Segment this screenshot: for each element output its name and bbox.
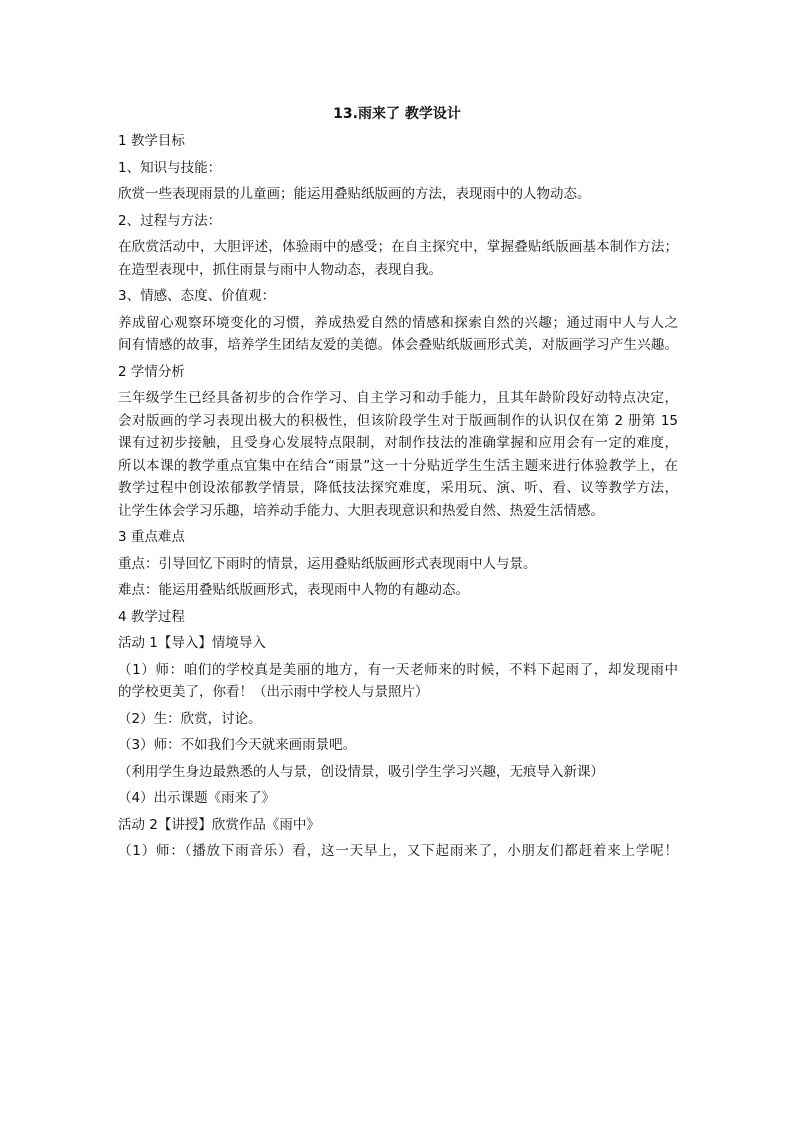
section-heading-learner-analysis: 2 学情分析	[118, 363, 185, 380]
paragraph-line: 欣赏一些表现雨景的儿童画；能运用叠贴纸版画的方法，表现雨中的人物动态。	[118, 186, 591, 202]
paragraph-line: （3）师：不如我们今天就来画雨景吧。	[118, 737, 357, 753]
activity-heading: 活动 1【导入】情境导入	[118, 635, 266, 651]
activity-heading: 活动 2【讲授】欣赏作品《雨中》	[118, 816, 320, 833]
paragraph-line: （利用学生身边最熟悉的人与景，创设情景，吸引学生学习兴趣，无痕导入新课）	[118, 763, 604, 780]
document-title: 13.雨来了 教学设计	[333, 106, 461, 122]
paragraph-line: 间有情感的故事，培养学生团结友爱的美德。体会叠贴纸版画形式美，对版画学习产生兴趣。	[118, 337, 678, 353]
paragraph-line: 所以本课的教学重点宜集中在结合“雨景”这一十分贴近学生生活主题来进行体验教学上，在	[118, 457, 678, 474]
paragraph-line: （1）师：咱们的学校真是美丽的地方，有一天老师来的时候，不料下起雨了，却发现雨中	[118, 661, 678, 678]
paragraph-line: 重点：引导回忆下雨时的情景，运用叠贴纸版画形式表现雨中人与景。	[118, 555, 537, 572]
paragraph-line: 三年级学生已经具备初步的合作学习、自主学习和动手能力，且其年龄阶段好动特点决定，	[118, 390, 678, 406]
paragraph-line: 让学生体会学习乐趣，培养动手能力、大胆表现意识和热爱自然、热爱生活情感。	[118, 502, 604, 519]
paragraph-line: 会对版画的学习表现出极大的积极性，但该阶段学生对于版画制作的认识仅在第 2 册第 15	[118, 412, 678, 429]
document-body	[118, 132, 678, 869]
subheading-knowledge-skills: 1、知识与技能：	[118, 159, 222, 176]
paragraph-line: 在造型表现中，抓住雨景与雨中人物动态，表现自我。	[118, 261, 442, 278]
paragraph-line: 难点：能运用叠贴纸版画形式，表现雨中人物的有趣动态。	[118, 582, 469, 598]
paragraph-line: （1）师：（播放下雨音乐）看，这一天早上，又下起雨来了，小朋友们都赶着来上学呢！	[118, 843, 678, 859]
section-heading-objectives: 1 教学目标	[118, 133, 185, 149]
paragraph-line: 教学过程中创设浓郁教学情景，降低技法探究难度，采用玩、演、听、看、议等教学方法，	[118, 480, 678, 496]
paragraph-line: 课有过初步接触，且受身心发展特点限制，对制作技法的准确掌握和应用会有一定的难度，	[118, 435, 678, 451]
paragraph-line: 养成留心观察环境变化的习惯，养成热爱自然的情感和探索自然的兴趣；通过雨中人与人之	[118, 314, 678, 331]
section-heading-key-points: 3 重点难点	[118, 529, 185, 545]
subheading-process-method: 2、过程与方法：	[118, 212, 222, 229]
paragraph-line: 的学校更美了，你看！（出示雨中学校人与景照片）	[118, 684, 429, 700]
subheading-emotion-values: 3、情感、态度、价值观：	[118, 288, 276, 304]
section-heading-teaching-process: 4 教学过程	[118, 608, 185, 625]
paragraph-line: （4）出示课题《雨来了》	[118, 790, 276, 806]
paragraph-line: （2）生：欣赏，讨论。	[118, 710, 262, 727]
paragraph-line: 在欣赏活动中，大胆评述，体验雨中的感受；在自主探究中，掌握叠贴纸版画基本制作方法；	[118, 239, 678, 255]
